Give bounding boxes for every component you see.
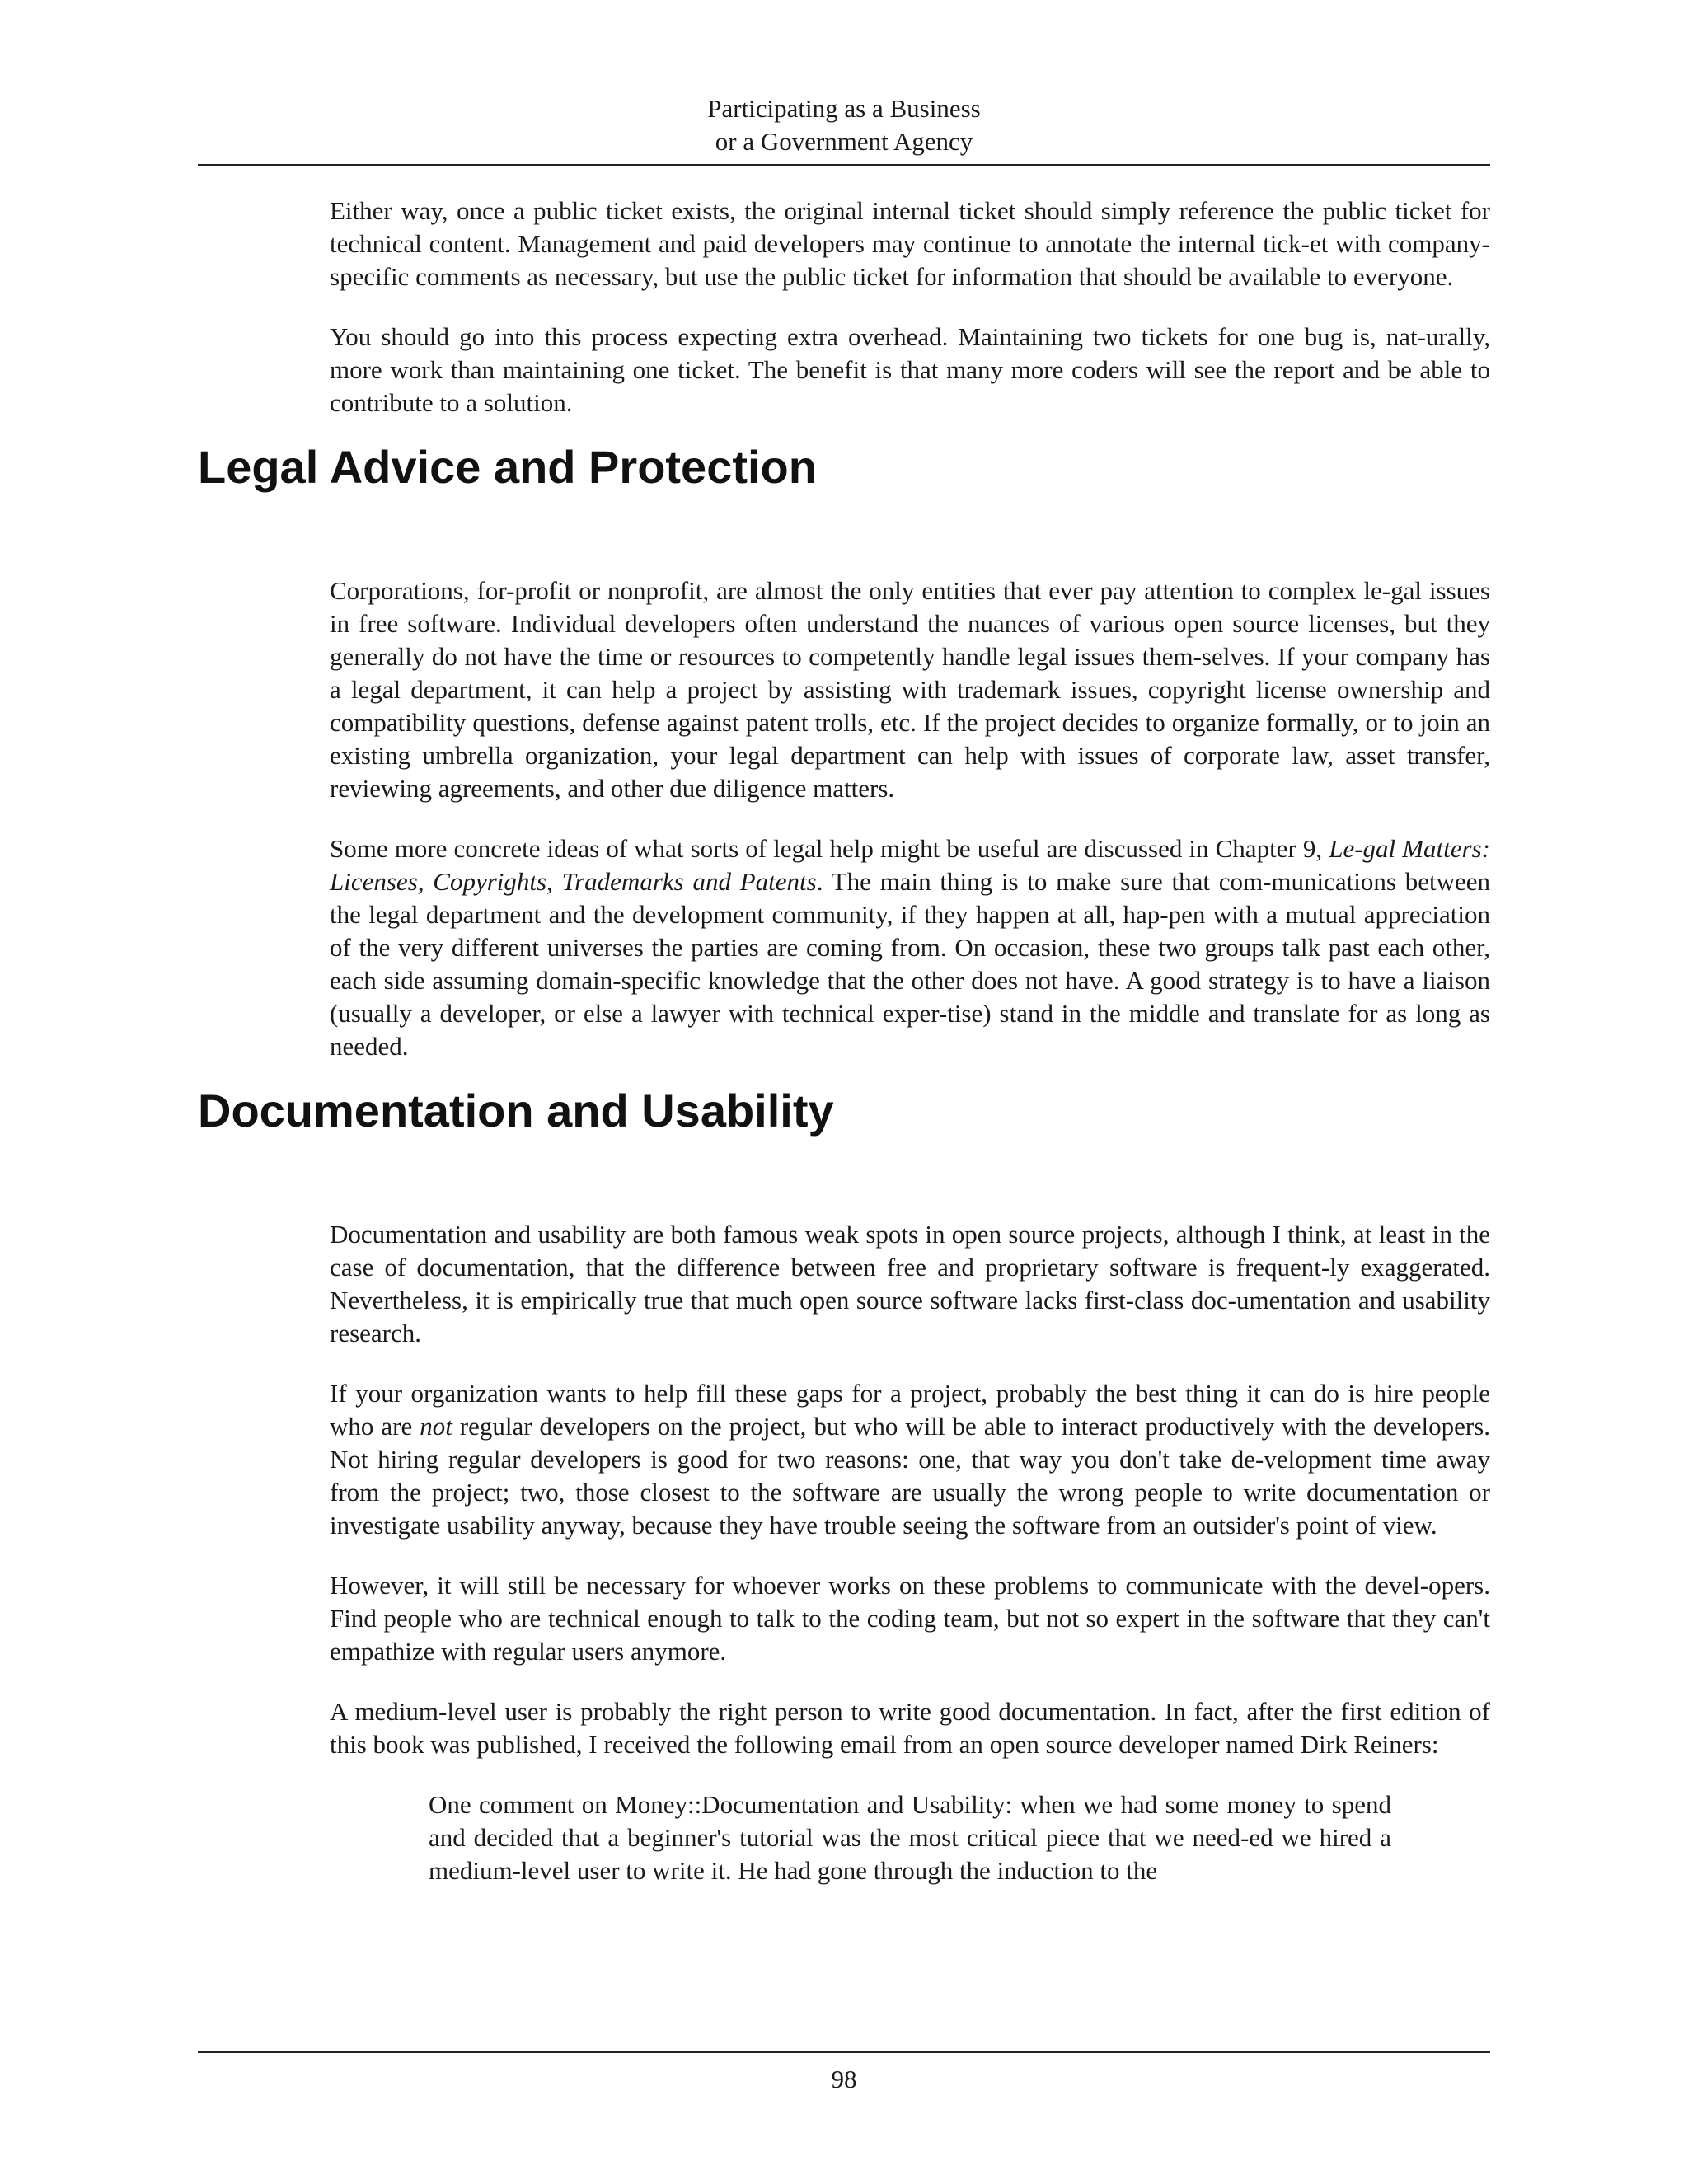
- legal-paragraph-2-text-end: . The main thing is to make sure that com-munications between the legal department and the development community, if they happen at all, hap-pen with a mutual appreciation of the very different universes the parties are coming from. On occasion, these two groups talk past each other, each side assuming domain-specific knowledge that the other does not have. A good strategy is to have a liaison (usually a developer, or else a lawyer with technical exper-tise) stand in the middle and translate for as long as needed.: [330, 867, 1490, 1061]
- block-quote: One comment on Money::Documentation and Usability: when we had some money to spend and decided that a beginner's tutorial was the most critical piece that we need-ed we hired a medium-level user to write it. He had gone through the induction to the: [429, 1790, 1391, 1885]
- legal-paragraph-1: Corporations, for-profit or nonprofit, are almost the only entities that ever pay attention to complex le-gal issues in free software. Individual developers often understand the nuances of various open source licenses, but they generally do not have the time or resources to competently handle legal issues them-selves. If your company has a legal department, it can help a project by assisting with trademark issues, copyright license ownership and compatibility questions, defense against patent trolls, etc. If the project decides to organize formally, or to join an existing umbrella organization, your legal department can help with issues of corporate law, asset transfer, reviewing agreements, and other due diligence matters.: [330, 576, 1490, 803]
- chapter-reference: Le-gal Matters: Licenses, Copyrights, Trademarks and Patents: [330, 834, 1490, 896]
- legal-paragraph-2-text-start: Some more concrete ideas of what sorts of legal help might be useful are discussed in Chapter 9,: [330, 834, 1329, 863]
- intro-paragraph-2: You should go into this process expecting extra overhead. Maintaining two tickets for one bug is, nat-urally, more work than maintaining one ticket. The benefit is that many more coders will see the report and be able to contribute to a solution.: [330, 322, 1490, 417]
- header-rule: [198, 164, 1490, 166]
- docs-paragraph-2-text-end: regular developers on the project, but who will be able to interact productively with the developers. Not hiring regular developers is good for two reasons: one, that way you don't take de-velopment time away from the project; two, those closest to the software are usually the wrong people to write documentation or investigate usability anyway, because they have trouble seeing the software from an outsider's point of view.: [330, 1412, 1491, 1540]
- section-heading-legal: Legal Advice and Protection: [198, 441, 817, 493]
- docs-paragraph-3: However, it will still be necessary for whoever works on these problems to communicate with the devel-opers. Find people who are technical enough to talk to the coding team, but not so expert in the software that they can't empathize with regular users anymore.: [330, 1571, 1490, 1666]
- page-body: [198, 194, 1490, 1887]
- docs-paragraph-2-text-start: If your organization wants to help fill these gaps for a project, probably the best thing it can do is hire people who are: [330, 1379, 1490, 1441]
- docs-paragraph-4: A medium-level user is probably the right person to write good documentation. In fact, after the first edition of this book was published, I received the following email from an open source developer named Dirk Reiners:: [330, 1697, 1490, 1759]
- docs-paragraph-2: [330, 1377, 1490, 1542]
- running-header: [198, 92, 1490, 158]
- legal-paragraph-2: [330, 832, 1490, 1063]
- footer-rule: [198, 2051, 1490, 2053]
- running-header-line-1: Participating as a Business: [707, 94, 981, 123]
- page-number: 98: [831, 2064, 857, 2093]
- section-heading-documentation: Documentation and Usability: [198, 1085, 834, 1137]
- intro-paragraph-1: Either way, once a public ticket exists, the original internal ticket should simply reference the public ticket for technical content. Management and paid developers may continue to annotate the internal tick-et with company-specific comments as necessary, but use the public ticket for information that should be available to everyone.: [330, 196, 1490, 291]
- docs-paragraph-1: Documentation and usability are both famous weak spots in open source projects, although I think, at least in the case of documentation, that the difference between free and proprietary software is frequent-ly exaggerated. Nevertheless, it is empirically true that much open source software lacks first-class doc-umentation and usability research.: [330, 1220, 1490, 1347]
- running-header-line-2: or a Government Agency: [715, 127, 973, 156]
- emphasis-not: not: [420, 1412, 452, 1441]
